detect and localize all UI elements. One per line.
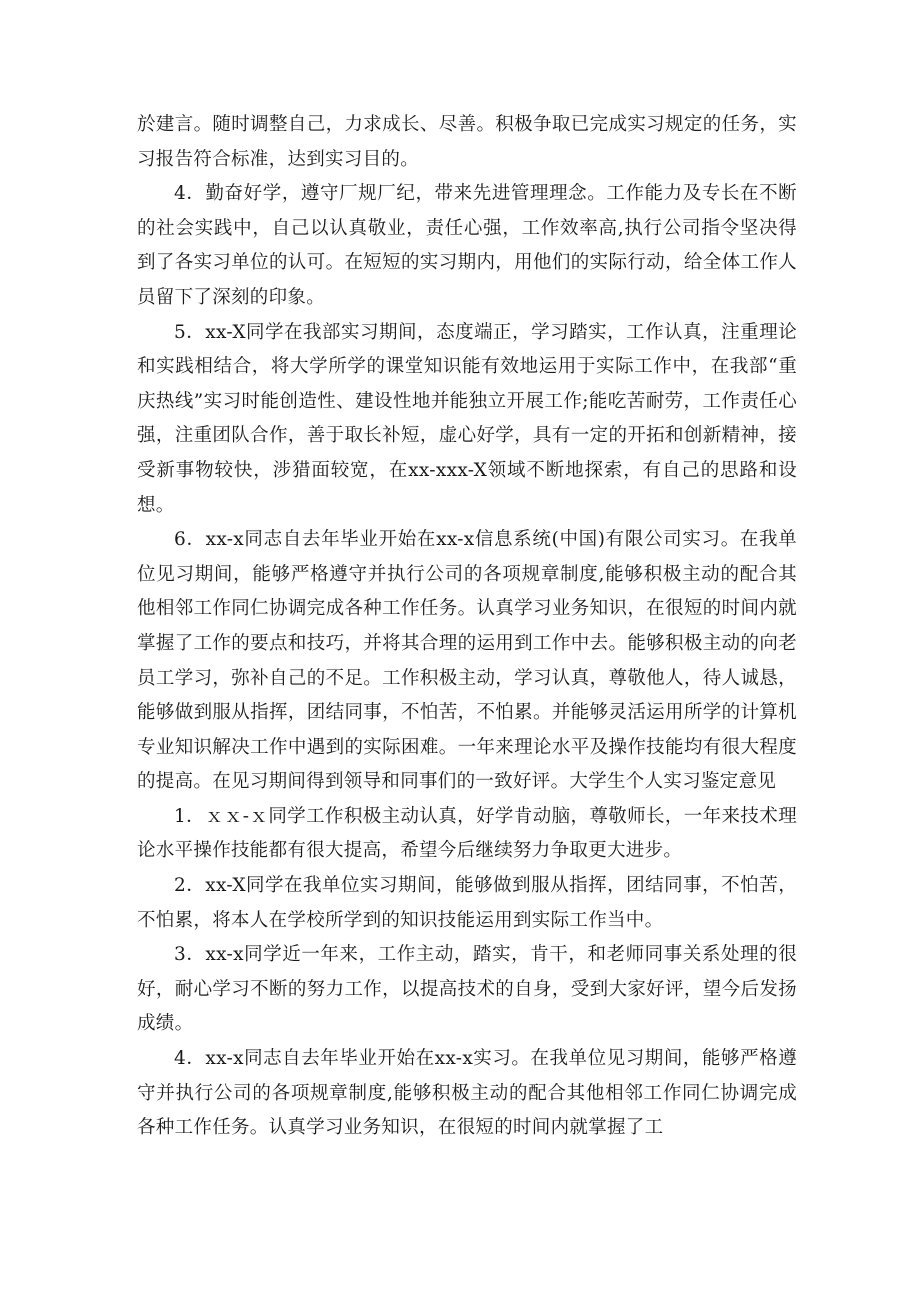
paragraph-3: 5．xx-X同学在我部实习期间，态度端正，学习踏实，工作认真，注重理论和实践相结合，将大学所学的课堂知识能有效地运用于实际工作中，在我部“重庆热线”实习时能创造性、建设性地并能独立开展工作;能吃苦耐劳，工作责任心强，注重团队合作，善于取长补短，虚心好学，具有一定的开拓和创新精神，接受新事物较快，涉猎面较宽，在xx-xxx-X领域不断地探索，有自己的思路和设想。 xyxy=(137,321,797,516)
paragraph-6: 2．xx-X同学在我单位实习期间，能够做到服从指挥，团结同事，不怕苦，不怕累，将本人在学校所学到的知识技能运用到实际工作当中。 xyxy=(137,875,797,931)
paragraph-7: 3．xx-x同学近一年来，工作主动，踏实，肯干，和老师同事关系处理的很好，耐心学习不断的努力工作，以提高技术的自身，受到大家好评，望今后发扬成绩。 xyxy=(137,944,797,1035)
document-body xyxy=(137,108,797,1146)
paragraph-8: 4．xx-x同志自去年毕业开始在xx-x实习。在我单位见习期间，能够严格遵守并执行公司的各项规章制度,能够积极主动的配合其他相邻工作同仁协调完成各种工作任务。认真学习业务知识，在很短的时间内就掌握了工 xyxy=(137,1048,797,1139)
paragraph-4: 6．xx-x同志自去年毕业开始在xx-x信息系统(中国)有限公司实习。在我单位见习期间，能够严格遵守并执行公司的各项规章制度,能够积极主动的配合其他相邻工作同仁协调完成各种工作任务。认真学习业务知识，在很短的时间内就掌握了工作的要点和技巧，并将其合理的运用到工作中去。能够积极主动的向老员工学习，弥补自己的不足。工作积极主动，学习认真，尊敬他人，待人诚恳，能够做到服从指挥，团结同事，不怕苦，不怕累。并能够灵活运用所学的计算机专业知识解决工作中遇到的实际困难。一年来理论水平及操作技能均有很大程度的提高。在见习期间得到领导和同事们的一致好评。大学生个人实习鉴定意见 xyxy=(137,529,797,793)
paragraph-5: 1．ｘｘ-ｘ同学工作积极主动认真，好学肯动脑，尊敬师长，一年来技术理论水平操作技能都有很大提高，希望今后继续努力争取更大进步。 xyxy=(137,805,797,862)
paragraph-1: 於建言。随时调整自己，力求成长、尽善。积极争取已完成实习规定的任务，实习报告符合标准，达到实习目的。 xyxy=(137,114,797,170)
paragraph-2: 4．勤奋好学，遵守厂规厂纪，带来先进管理理念。工作能力及专长在不断的社会实践中，自己以认真敬业，责任心强，工作效率高,执行公司指令坚决得到了各实习单位的认可。在短短的实习期内，用他们的实际行动，给全体工作人员留下了深刻的印象。 xyxy=(137,183,797,308)
